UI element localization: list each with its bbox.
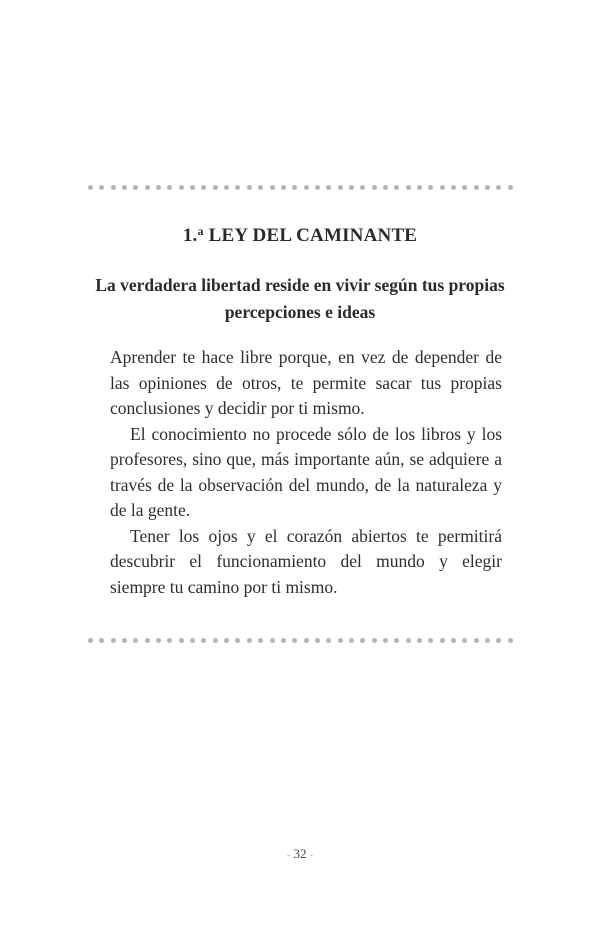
law-title: [0, 224, 600, 247]
divider-dot: [326, 638, 331, 643]
divider-dot: [394, 638, 399, 643]
divider-dot: [133, 638, 138, 643]
divider-dot: [462, 638, 467, 643]
divider-dot: [88, 638, 93, 643]
divider-dot: [338, 638, 343, 643]
divider-dot: [167, 638, 172, 643]
divider-dot: [508, 185, 513, 190]
divider-dot: [417, 185, 422, 190]
divider-dot: [258, 185, 263, 190]
divider-dot: [235, 638, 240, 643]
divider-dot: [451, 638, 456, 643]
divider-dot: [247, 638, 252, 643]
divider-dot: [338, 185, 343, 190]
divider-dot: [474, 185, 479, 190]
divider-dot: [224, 185, 229, 190]
divider-dot: [394, 185, 399, 190]
divider-dot: [496, 185, 501, 190]
divider-dot: [485, 185, 490, 190]
page-number: 32: [293, 846, 307, 861]
divider-dot: [156, 638, 161, 643]
ordinal-superscript: a: [197, 224, 204, 238]
divider-dot: [383, 638, 388, 643]
page-number-right-deco: -: [309, 850, 314, 861]
bottom-dotted-divider: [88, 637, 513, 643]
divider-dot: [349, 185, 354, 190]
divider-dot: [201, 185, 206, 190]
page-number-left-deco: -: [286, 850, 291, 861]
divider-dot: [485, 638, 490, 643]
divider-dot: [428, 185, 433, 190]
divider-dot: [383, 185, 388, 190]
divider-dot: [417, 638, 422, 643]
divider-dot: [190, 185, 195, 190]
divider-dot: [88, 185, 93, 190]
divider-dot: [304, 638, 309, 643]
body-text: [110, 345, 502, 600]
divider-dot: [474, 638, 479, 643]
divider-dot: [133, 185, 138, 190]
divider-dot: [440, 185, 445, 190]
divider-dot: [224, 638, 229, 643]
divider-dot: [167, 185, 172, 190]
divider-dot: [292, 185, 297, 190]
divider-dot: [247, 185, 252, 190]
law-number: 1.: [182, 225, 198, 246]
divider-dot: [304, 185, 309, 190]
divider-dot: [235, 185, 240, 190]
divider-dot: [372, 638, 377, 643]
paragraph-3: Tener los ojos y el corazón abiertos te permitirá descubrir el funcionamiento del mundo y elegir siempre tu camino por ti mismo.: [110, 525, 502, 597]
divider-dot: [406, 185, 411, 190]
divider-dot: [360, 185, 365, 190]
divider-dot: [213, 638, 218, 643]
page-number-footer: [0, 846, 600, 862]
top-dotted-divider: [88, 184, 513, 190]
divider-dot: [508, 638, 513, 643]
divider-dot: [428, 638, 433, 643]
divider-dot: [440, 638, 445, 643]
divider-dot: [406, 638, 411, 643]
divider-dot: [201, 638, 206, 643]
divider-dot: [349, 638, 354, 643]
divider-dot: [258, 638, 263, 643]
divider-dot: [99, 185, 104, 190]
divider-dot: [179, 185, 184, 190]
divider-dot: [145, 185, 150, 190]
divider-dot: [360, 638, 365, 643]
divider-dot: [156, 185, 161, 190]
law-subtitle: La verdadera libertad reside en vivir según tus propias percepciones e ideas: [95, 275, 505, 322]
paragraph-2: El conocimiento no procede sólo de los libros y los profesores, sino que, más importante aún, se adquiere a través de la observación del mundo, de la naturaleza y de la gente.: [110, 423, 502, 520]
divider-dot: [111, 638, 116, 643]
divider-dot: [122, 185, 127, 190]
divider-dot: [99, 638, 104, 643]
divider-dot: [451, 185, 456, 190]
divider-dot: [111, 185, 116, 190]
divider-dot: [326, 185, 331, 190]
divider-dot: [281, 185, 286, 190]
divider-dot: [315, 185, 320, 190]
divider-dot: [281, 638, 286, 643]
paragraph-1: Aprender te hace libre porque, en vez de depender de las opiniones de otros, te permite sacar tus propias conclusiones y decidir por ti mismo.: [110, 347, 502, 418]
law-name: LEY DEL CAMINANTE: [208, 225, 418, 246]
divider-dot: [462, 185, 467, 190]
divider-dot: [190, 638, 195, 643]
divider-dot: [270, 638, 275, 643]
divider-dot: [213, 185, 218, 190]
divider-dot: [270, 185, 275, 190]
divider-dot: [315, 638, 320, 643]
divider-dot: [179, 638, 184, 643]
divider-dot: [145, 638, 150, 643]
divider-dot: [372, 185, 377, 190]
divider-dot: [292, 638, 297, 643]
divider-dot: [122, 638, 127, 643]
divider-dot: [496, 638, 501, 643]
